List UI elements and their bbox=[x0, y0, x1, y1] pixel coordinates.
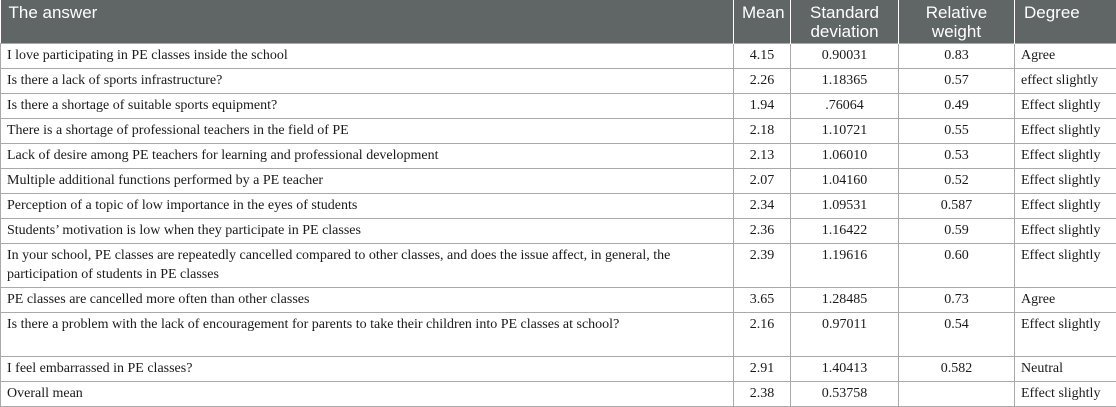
mean-cell: 3.65 bbox=[734, 288, 791, 313]
relative-weight-cell: 0.52 bbox=[899, 169, 1015, 194]
standard-deviation-cell: 1.28485 bbox=[791, 288, 899, 313]
standard-deviation-cell: 0.90031 bbox=[791, 44, 899, 69]
mean-cell: 2.18 bbox=[734, 119, 791, 144]
standard-deviation-cell: 1.10721 bbox=[791, 119, 899, 144]
answer-cell: I feel embarrassed in PE classes? bbox=[1, 357, 734, 382]
mean-cell: 2.39 bbox=[734, 244, 791, 288]
degree-cell: Effect slightly bbox=[1015, 313, 1116, 357]
table-row bbox=[1, 169, 1116, 194]
mean-cell: 1.94 bbox=[734, 94, 791, 119]
mean-cell: 4.15 bbox=[734, 44, 791, 69]
header-degree: Degree bbox=[1015, 0, 1116, 44]
relative-weight-cell bbox=[899, 382, 1015, 407]
degree-cell: Effect slightly bbox=[1015, 194, 1116, 219]
degree-cell: Effect slightly bbox=[1015, 94, 1116, 119]
answer-cell: In your school, PE classes are repeatedly cancelled compared to other classes, and does the issue affect, in general, the participation of students in PE classes bbox=[1, 244, 734, 288]
header-mean: Mean bbox=[734, 0, 791, 44]
mean-cell: 2.38 bbox=[734, 382, 791, 407]
degree-cell: Effect slightly bbox=[1015, 119, 1116, 144]
degree-cell: Neutral bbox=[1015, 357, 1116, 382]
relative-weight-cell: 0.587 bbox=[899, 194, 1015, 219]
table-row bbox=[1, 194, 1116, 219]
answer-cell: Perception of a topic of low importance in the eyes of students bbox=[1, 194, 734, 219]
relative-weight-cell: 0.57 bbox=[899, 69, 1015, 94]
relative-weight-cell: 0.582 bbox=[899, 357, 1015, 382]
header-standard-deviation: Standard deviation bbox=[791, 0, 899, 44]
standard-deviation-cell: 1.16422 bbox=[791, 219, 899, 244]
relative-weight-cell: 0.49 bbox=[899, 94, 1015, 119]
header-answer: The answer bbox=[1, 0, 734, 44]
table-row bbox=[1, 244, 1116, 288]
mean-cell: 2.26 bbox=[734, 69, 791, 94]
degree-cell: Agree bbox=[1015, 44, 1116, 69]
relative-weight-cell: 0.73 bbox=[899, 288, 1015, 313]
answer-cell: Overall mean bbox=[1, 382, 734, 407]
degree-cell: effect slightly bbox=[1015, 69, 1116, 94]
relative-weight-cell: 0.60 bbox=[899, 244, 1015, 288]
relative-weight-cell: 0.53 bbox=[899, 144, 1015, 169]
mean-cell: 2.16 bbox=[734, 313, 791, 357]
mean-cell: 2.36 bbox=[734, 219, 791, 244]
answer-cell: Is there a problem with the lack of encouragement for parents to take their children into PE classes at school? bbox=[1, 313, 734, 357]
mean-cell: 2.13 bbox=[734, 144, 791, 169]
degree-cell: Effect slightly bbox=[1015, 144, 1116, 169]
relative-weight-cell: 0.83 bbox=[899, 44, 1015, 69]
mean-cell: 2.91 bbox=[734, 357, 791, 382]
table-header-row bbox=[1, 0, 1116, 44]
answer-cell: There is a shortage of professional teachers in the field of PE bbox=[1, 119, 734, 144]
relative-weight-cell: 0.55 bbox=[899, 119, 1015, 144]
mean-cell: 2.07 bbox=[734, 169, 791, 194]
degree-cell: Effect slightly bbox=[1015, 219, 1116, 244]
standard-deviation-cell: 1.18365 bbox=[791, 69, 899, 94]
header-relative-weight: Relative weight bbox=[899, 0, 1015, 44]
table-row bbox=[1, 219, 1116, 244]
answer-cell: Multiple additional functions performed by a PE teacher bbox=[1, 169, 734, 194]
table-row bbox=[1, 44, 1116, 69]
standard-deviation-cell: 1.40413 bbox=[791, 357, 899, 382]
table-row bbox=[1, 382, 1116, 407]
table-row bbox=[1, 119, 1116, 144]
table-row bbox=[1, 94, 1116, 119]
answer-cell: Is there a lack of sports infrastructure? bbox=[1, 69, 734, 94]
table-row bbox=[1, 313, 1116, 357]
relative-weight-cell: 0.54 bbox=[899, 313, 1015, 357]
standard-deviation-cell: .76064 bbox=[791, 94, 899, 119]
answer-cell: Students’ motivation is low when they participate in PE classes bbox=[1, 219, 734, 244]
answer-cell: I love participating in PE classes inside the school bbox=[1, 44, 734, 69]
standard-deviation-cell: 0.97011 bbox=[791, 313, 899, 357]
mean-cell: 2.34 bbox=[734, 194, 791, 219]
table-row bbox=[1, 288, 1116, 313]
answer-cell: Lack of desire among PE teachers for learning and professional development bbox=[1, 144, 734, 169]
standard-deviation-cell: 1.06010 bbox=[791, 144, 899, 169]
table-row bbox=[1, 144, 1116, 169]
standard-deviation-cell: 0.53758 bbox=[791, 382, 899, 407]
answer-cell: Is there a shortage of suitable sports equipment? bbox=[1, 94, 734, 119]
degree-cell: Agree bbox=[1015, 288, 1116, 313]
answer-cell: PE classes are cancelled more often than other classes bbox=[1, 288, 734, 313]
degree-cell: Effect slightly bbox=[1015, 169, 1116, 194]
table-row bbox=[1, 69, 1116, 94]
degree-cell: Effect slightly bbox=[1015, 244, 1116, 288]
relative-weight-cell: 0.59 bbox=[899, 219, 1015, 244]
degree-cell: Effect slightly bbox=[1015, 382, 1116, 407]
standard-deviation-cell: 1.19616 bbox=[791, 244, 899, 288]
table-row bbox=[1, 357, 1116, 382]
standard-deviation-cell: 1.04160 bbox=[791, 169, 899, 194]
standard-deviation-cell: 1.09531 bbox=[791, 194, 899, 219]
table-body bbox=[1, 44, 1116, 407]
